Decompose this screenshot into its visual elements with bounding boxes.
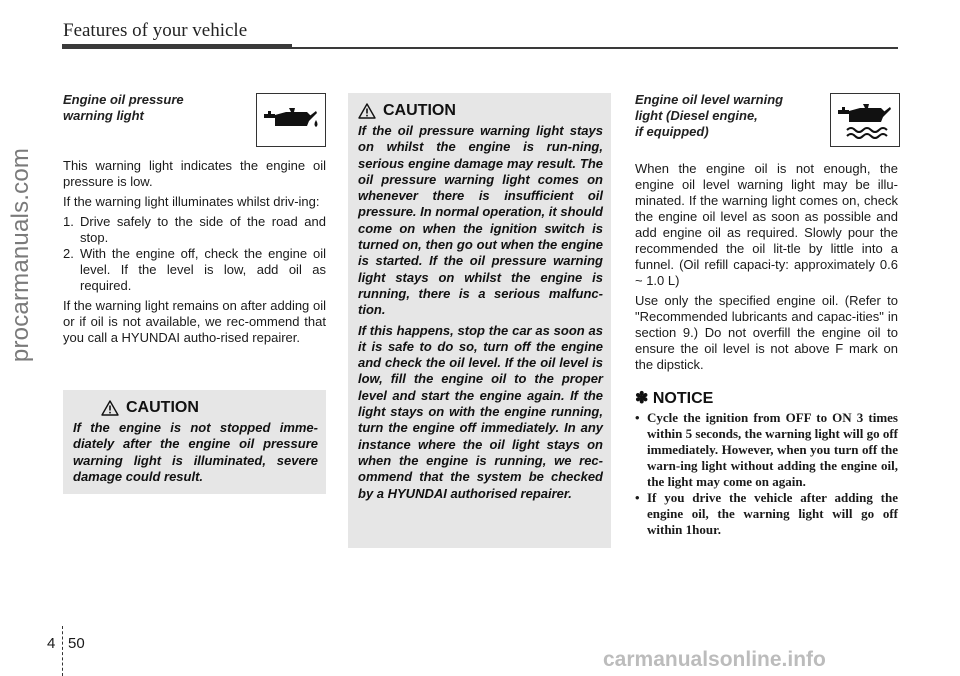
cross-mark-icon: ✽ <box>635 390 649 407</box>
caution-box-oil-pressure <box>348 93 611 548</box>
oil-level-description: When the engine oil is not enough, the engine oil level warning light may be illu-minated. If the warning light comes on, check the engine oil level as soon as possible and add engine oil as required. Slowly pour the recommended the oil lit-tle by little into a funnel. (Oil refill capaci-ty: approximately 0.6 ~ 1.0 L) Use only the specified engine oil. (Refer to "Recommended lubricants and capac-ities" in section 9.) Do not overfill the engine oil to ensure the oil level is not above F mark on the dipstick. <box>635 161 898 372</box>
oil-can-level-icon <box>835 100 895 140</box>
caution-heading: CAUTION <box>358 102 603 120</box>
list-item: • Cycle the ignition from OFF to ON 3 times within 5 seconds, the warning light will go off immediately. However, when you turn off the warn-ing light without adding the engine oil, the light may come on again. <box>635 410 898 489</box>
oil-pressure-icon-box <box>256 93 326 147</box>
section-number: 4 <box>47 635 56 652</box>
oil-pressure-section-title: Engine oil pressure warning light <box>63 92 184 123</box>
notice-heading: ✽ NOTICE <box>635 390 714 407</box>
side-watermark: procarmanuals.com <box>7 147 34 363</box>
oil-level-section-title: Engine oil level warning light (Diesel engine, if equipped) <box>635 92 784 139</box>
list-item: 1. Drive safely to the side of the road and stop. <box>63 214 326 245</box>
oil-pressure-description: This warning light indicates the engine oil pressure is low. If the warning light illuminates whilst driv-ing: 1. Drive safely to the side of the road and stop. 2. With the engine off, check the engine oil level. If the level is low, add oil as required. If the warning light remains on after adding oil or if oil is not available, we rec-ommend that you call a HYUNDAI autho-rised repairer. <box>63 158 326 345</box>
warning-triangle-icon <box>358 103 376 119</box>
oil-can-drip-icon <box>261 102 321 138</box>
list-item: 2. With the engine off, check the engine oil level. If the level is low, add oil as required. <box>63 246 326 293</box>
oil-level-icon-box <box>830 93 900 147</box>
page-header-title: Features of your vehicle <box>63 20 248 41</box>
list-item: • If you drive the vehicle after adding the engine oil, the warning light will go off within 1hour. <box>635 490 898 537</box>
header-rule-thin <box>292 47 898 49</box>
caution-heading: CAUTION <box>101 399 318 417</box>
page-number: 50 <box>68 635 85 652</box>
notice-list <box>635 410 898 538</box>
caution-text: If the oil pressure warning light stays on whilst the engine is run-ning, serious engine damage may result. The oil pressure warning light comes on whenever there is insufficient oil pressure. In normal operation, it should come on when the ignition switch is turned on, then go out when the engine is started. If the oil pressure warning light stays on whilst the engine is running, there is a serious malfunc-tion. If this happens, stop the car as soon as it is safe to do so, turn off the engine and check the oil level. If the oil level is low, fill the engine oil to the proper level and start the engine again. If the light stays on with the engine running, turn the engine off immediately. In any instance where the oil light stays on when the engine is running, we rec-ommend that the system be checked by a HYUNDAI authorised repairer. <box>358 123 603 501</box>
warning-triangle-icon <box>101 400 119 416</box>
header-rule-thick <box>62 44 292 49</box>
bottom-watermark: carmanualsonline.info <box>603 648 826 671</box>
caution-box-engine-stop <box>63 390 326 494</box>
caution-text: If the engine is not stopped imme-diately after the engine oil pressure warning light is illuminated, severe damage could result. <box>73 420 318 484</box>
page-divider <box>62 626 63 676</box>
